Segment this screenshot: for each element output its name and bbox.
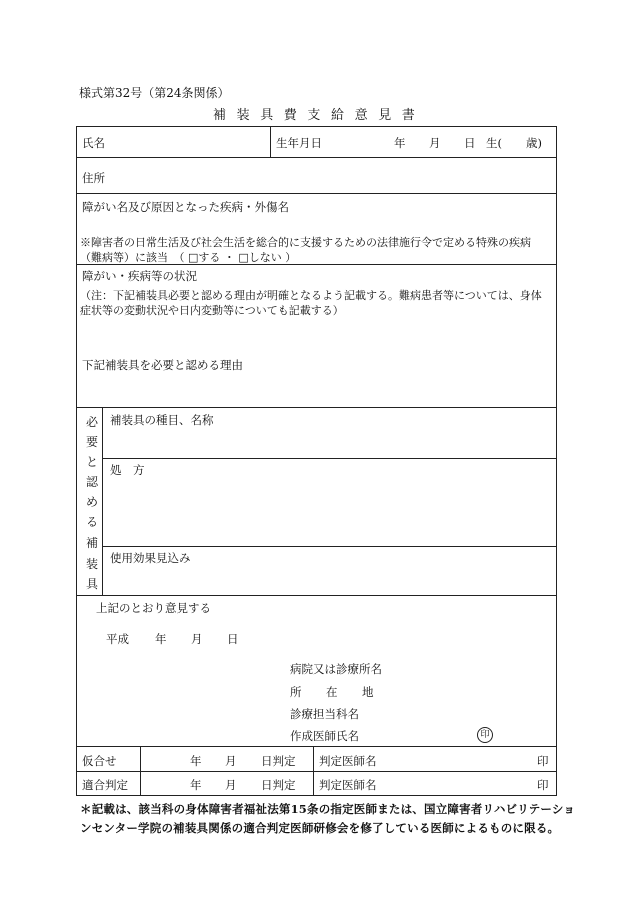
row-divider bbox=[76, 407, 557, 408]
prescription-label: 処 方 bbox=[110, 463, 145, 477]
side-label-char: 装 bbox=[85, 557, 98, 571]
form-number: 様式第32号（第24条関係） bbox=[79, 86, 230, 100]
fitting-month-label: 月 bbox=[225, 754, 237, 768]
conformity-label: 適合判定 bbox=[82, 778, 128, 792]
condition-label: 障がい・疾病等の状況 bbox=[82, 269, 197, 283]
column-divider bbox=[313, 746, 314, 796]
conformity-date-suffix: 日判定 bbox=[261, 778, 296, 792]
side-label-char: 要 bbox=[85, 435, 98, 449]
side-label-char: と bbox=[85, 455, 98, 469]
address-label-char: 地 bbox=[362, 685, 374, 699]
opinion-day-label: 日 bbox=[227, 632, 239, 646]
row-divider bbox=[76, 746, 557, 747]
row-divider bbox=[76, 157, 557, 158]
form-table bbox=[76, 126, 557, 796]
address-label: 住所 bbox=[82, 171, 105, 185]
footnote-line1: ＊記載は、該当科の身体障害者福祉法第15条の指定医師または、国立障害者リハビリテーショ bbox=[80, 802, 576, 816]
conformity-month-label: 月 bbox=[225, 778, 237, 792]
department-label: 診療担当科名 bbox=[290, 707, 359, 721]
side-label-char: 具 bbox=[85, 577, 98, 591]
birth-month-label: 月 bbox=[429, 136, 441, 150]
opinion-month-label: 月 bbox=[191, 632, 203, 646]
side-label-char: 認 bbox=[85, 475, 98, 489]
hospital-name-label: 病院又は診療所名 bbox=[290, 662, 382, 676]
row-divider bbox=[102, 546, 557, 547]
age-label: 歳) bbox=[526, 136, 542, 150]
birth-day-label: 日 bbox=[464, 136, 476, 150]
opinion-year-label: 年 bbox=[155, 632, 167, 646]
conformity-doctor-label: 判定医師名 bbox=[319, 778, 377, 792]
born-label: 生( bbox=[486, 136, 502, 150]
condition-note-line2: 症状等の変動状況や日内変動等についても記載する） bbox=[80, 304, 344, 317]
device-type-label: 補装具の種目、名称 bbox=[110, 413, 214, 427]
conformity-year-label: 年 bbox=[190, 778, 202, 792]
row-divider bbox=[102, 458, 557, 459]
side-label-char: 必 bbox=[85, 415, 98, 429]
doctor-name-label: 作成医師氏名 bbox=[290, 729, 359, 743]
birthdate-label: 生年月日 bbox=[276, 136, 322, 150]
conformity-seal: 印 bbox=[537, 778, 549, 792]
address-label-char: 所 bbox=[290, 685, 302, 699]
row-divider bbox=[76, 771, 557, 772]
side-label-char: る bbox=[85, 515, 98, 529]
seal-mark: 印 bbox=[477, 727, 493, 743]
column-divider bbox=[140, 746, 141, 796]
disability-label: 障がい名及び原因となった疾病・外傷名 bbox=[82, 200, 289, 214]
fitting-date-suffix: 日判定 bbox=[261, 754, 296, 768]
birth-year-label: 年 bbox=[394, 136, 406, 150]
reason-label: 下記補装具を必要と認める理由 bbox=[82, 358, 243, 372]
name-label: 氏名 bbox=[82, 136, 105, 150]
footnote-line2: ンセンター学院の補装具関係の適合判定医師研修会を修了している医師によるものに限る。 bbox=[80, 821, 560, 835]
expected-effect-label: 使用効果見込み bbox=[110, 551, 191, 565]
fitting-doctor-label: 判定医師名 bbox=[319, 754, 377, 768]
side-label-char: 補 bbox=[85, 536, 98, 550]
row-divider bbox=[76, 595, 557, 596]
side-label-char: め bbox=[85, 495, 98, 509]
era-label: 平成 bbox=[106, 632, 129, 646]
opinion-statement: 上記のとおり意見する bbox=[96, 601, 211, 615]
fitting-year-label: 年 bbox=[190, 754, 202, 768]
fitting-seal: 印 bbox=[537, 754, 549, 768]
column-divider bbox=[270, 126, 271, 157]
fitting-label: 仮合せ bbox=[82, 754, 117, 768]
intractable-disease-note: ※障害者の日常生活及び社会生活を総合的に支援するための法律施行令で定める特殊の疾病 bbox=[80, 236, 531, 249]
condition-note-line1: （注：下記補装具必要と認める理由が明確となるよう記載する。難病患者等については、身体 bbox=[80, 289, 542, 302]
intractable-disease-checkbox-line: （難病等）に該当 （ □する ・ □しない ） bbox=[80, 251, 297, 264]
address-label-char: 在 bbox=[326, 685, 338, 699]
row-divider bbox=[76, 193, 557, 194]
column-divider bbox=[102, 407, 103, 595]
document-title: 補装具費支給意見書 bbox=[213, 108, 426, 123]
